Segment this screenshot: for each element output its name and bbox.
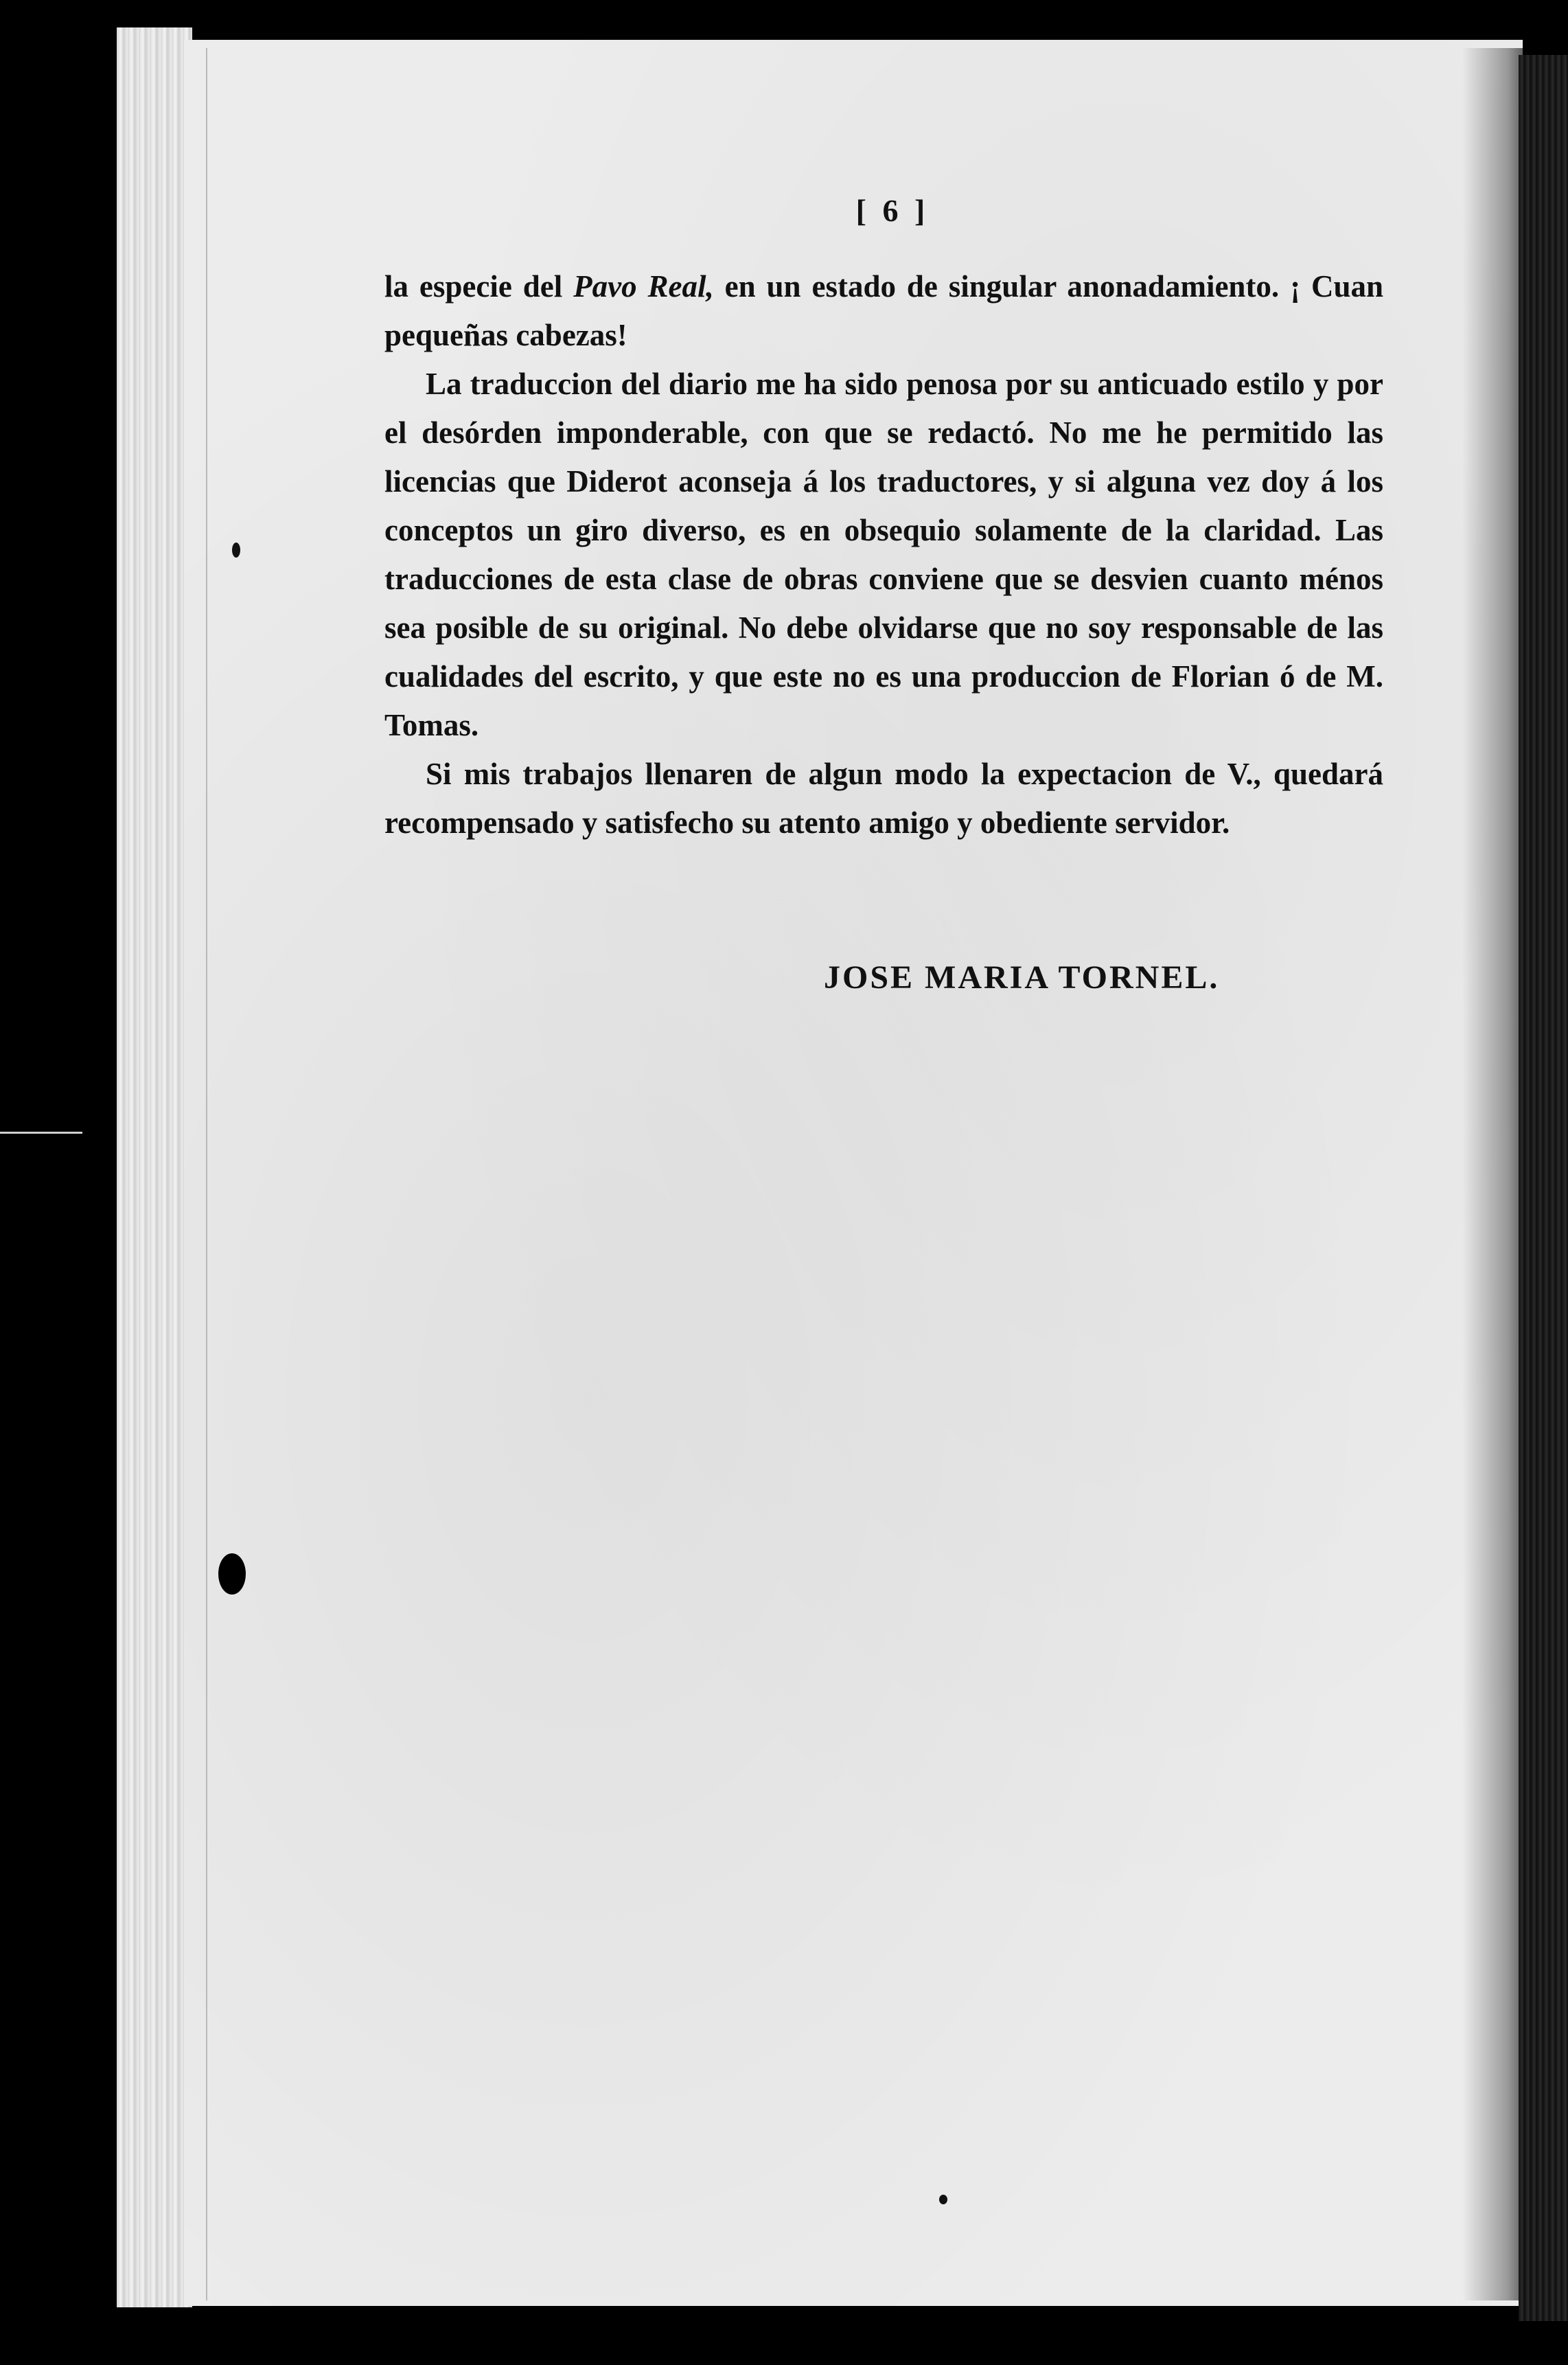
ink-dot (939, 2195, 947, 2204)
ink-blot (232, 542, 240, 558)
left-page-margin (117, 27, 192, 2307)
body-text (384, 262, 1383, 847)
adjacent-page-edge (1519, 55, 1568, 2321)
page-number: [ 6 ] (855, 193, 930, 228)
paragraph-3: Si mis trabajos llenaren de algun modo la expectacion de V., quedará recompensado y satisfecho su atento amigo y obediente servidor. (384, 757, 1383, 840)
scan-edge-mark (0, 1132, 82, 1134)
paragraph-2: La traduccion del diario me ha sido penosa por su anticuado estilo y por el desórden imponderable, con que se redactó. No me he permitido las licencias que Diderot aconseja á los traductores, y si alguna vez doy á los conceptos un giro diverso, es en obsequio solamente de la claridad. Las traducciones de esta clase de obras conviene que se desvien cuanto ménos sea posible de su original. No debe olvidarse que no soy responsable de las cualidades del escrito, y que este no es una produccion de Florian ó de M. Tomas. (384, 367, 1383, 742)
paragraph-1-italic: Pavo Real, (573, 269, 714, 304)
paragraph-1-end: en un estado de singular anonadamiento. ¡ Cuan pequeñas cabezas! (384, 269, 1384, 352)
page-crease (206, 48, 207, 2300)
paragraph-1 (384, 262, 1383, 360)
ink-blot-large (218, 1553, 246, 1595)
paragraph-1-start: la especie del (384, 269, 574, 304)
signature: JOSE MARIA TORNEL. (824, 959, 1220, 996)
